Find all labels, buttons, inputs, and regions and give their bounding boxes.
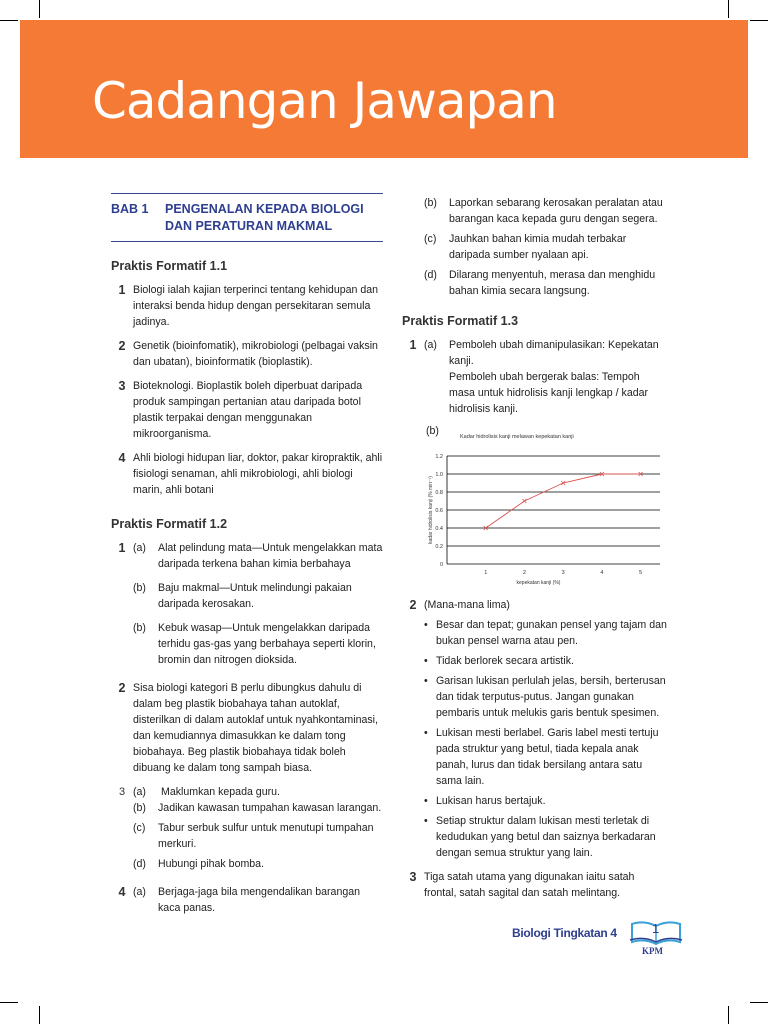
sub-label: (b)	[426, 425, 439, 437]
sub-answer	[133, 580, 383, 612]
sub-answer	[133, 856, 383, 872]
bullet-icon: •	[424, 619, 428, 631]
list-item-text: Besar dan tepat; gunakan pensel yang tajam dan bukan pensel warna atau pen.	[436, 619, 667, 647]
item-number: 3	[409, 870, 417, 884]
sub-answer	[133, 820, 383, 852]
y-tick-label: 0.2	[435, 544, 443, 550]
list-item	[424, 725, 668, 789]
sub-text: Hubungi pihak bomba.	[158, 858, 265, 870]
section-heading-1-3: Praktis Formatif 1.3	[402, 314, 519, 328]
x-tick-label: 2	[522, 570, 526, 576]
item-text: Biologi ialah kajian terperinci tentang kehidupan dan interaksi benda hidup dengan persekitaran semula jadinya.	[133, 284, 379, 328]
y-tick-label: 0.6	[435, 508, 443, 514]
y-tick-label: 0	[439, 562, 443, 568]
section-heading-1-2: Praktis Formatif 1.2	[111, 517, 228, 531]
sub-label: (a)	[133, 542, 146, 554]
list-item-text: Tidak berlorek secara artistik.	[436, 655, 574, 667]
item-text: Sisa biologi kategori B perlu dibungkus dahulu di dalam beg plastik biobahaya tahan autoklaf, disterilkan di dalam autoklaf untuk nyahkontaminasi, dan kemudiannya dimasukkan ke dalam tong biobahaya. Beg plastik biobahaya tidak boleh dibuang ke dalam tong sampah biasa.	[133, 682, 378, 774]
sub-answer	[133, 800, 383, 816]
answer-item	[402, 869, 668, 901]
sub-label: (d)	[424, 269, 437, 281]
y-tick-label: 1.2	[435, 454, 443, 460]
footer-book-title: Biologi Tingkatan 4	[512, 926, 617, 940]
section-heading-1-1: Praktis Formatif 1.1	[111, 259, 228, 273]
chart-title: Kadar hidrolisis kanji melawan kepekatan kanji	[460, 434, 574, 440]
chapter-number: BAB 1	[111, 202, 149, 216]
answer-item	[402, 597, 668, 613]
series-line	[486, 474, 641, 528]
item-number: 4	[118, 885, 126, 899]
list-item	[424, 653, 668, 669]
sub-text: Pemboleh ubah bergerak balas: Tempoh masa untuk hidrolisis kanji lengkap / kadar hidrolisis kanji.	[449, 371, 649, 415]
sub-text: Tabur serbuk sulfur untuk menutupi tumpahan merkuri.	[158, 822, 374, 850]
list-item-text: Lukisan harus bertajuk.	[436, 795, 546, 807]
list-item-text: Garisan lukisan perlulah jelas, bersih, berterusan dan tidak terputus-putus. Jangan gunakan pembaris untuk melukis garis bentuk spesimen.	[436, 675, 666, 719]
bullet-list	[402, 617, 668, 861]
answer-item	[402, 337, 668, 417]
sub-label: (b)	[133, 582, 146, 594]
bullet-icon: •	[424, 675, 428, 687]
crop-mark	[39, 0, 40, 18]
item-number: 2	[118, 681, 126, 695]
x-tick-label: 4	[600, 570, 604, 576]
answer-item	[111, 338, 383, 370]
sub-text: Kebuk wasap—Untuk mengelakkan daripada terhidu gas-gas yang berbahaya seperti klorin, bromin dan nitrogen dioksida.	[158, 622, 376, 666]
sub-text: Pemboleh ubah dimanipulasikan: Kepekatan kanji.	[449, 339, 659, 367]
list-item-text: Lukisan mesti berlabel. Garis label mesti tertuju pada struktur yang betul, tiada kepala anak panah, lurus dan tidak bersilang antara satu sama lain.	[436, 727, 659, 787]
x-axis-label: kepekatan kanji (%)	[516, 580, 561, 586]
item-number: 2	[118, 339, 126, 353]
list-item	[424, 793, 668, 809]
sub-label: (b)	[133, 622, 146, 634]
chart-container	[424, 423, 668, 593]
kpm-logo-text: KPM	[642, 946, 663, 956]
item-number: 1	[118, 283, 126, 297]
sub-label: (a)	[133, 786, 146, 798]
item-number: 3	[118, 379, 126, 393]
list-item	[424, 673, 668, 721]
left-column	[111, 193, 383, 928]
crop-mark	[728, 0, 729, 18]
data-point	[522, 499, 526, 503]
sub-label: (b)	[133, 802, 146, 814]
crop-mark	[750, 20, 768, 21]
sub-label: (d)	[133, 858, 146, 870]
sub-answer	[424, 195, 668, 227]
page-number: 1	[652, 921, 660, 936]
answer-item	[111, 884, 383, 920]
answer-item	[111, 784, 383, 876]
sub-label: (c)	[424, 233, 437, 245]
item-text: Bioteknologi. Bioplastik boleh diperbuat daripada produk sampingan pertanian atau daripada botol plastik terpakai dengan menggunakan mikroorganisma.	[133, 380, 363, 440]
sub-label: (a)	[133, 886, 146, 898]
sub-text: Alat pelindung mata—Untuk mengelakkan mata daripada terkena bahan kimia berbahaya	[158, 542, 383, 570]
item-text: Ahli biologi hidupan liar, doktor, pakar kiropraktik, ahli fisiologi senaman, ahli mikrobiologi, ahli biologi marin, ahli botani	[133, 452, 383, 496]
y-tick-label: 0.4	[435, 526, 443, 532]
x-tick-label: 1	[484, 570, 488, 576]
crop-mark	[0, 1002, 18, 1003]
y-tick-label: 0.8	[435, 490, 443, 496]
answer-item	[111, 450, 383, 498]
item-number: 4	[118, 451, 126, 465]
bullet-icon: •	[424, 655, 428, 667]
crop-mark	[728, 1006, 729, 1024]
item-text: (Mana-mana lima)	[424, 599, 510, 611]
list-item-text: Setiap struktur dalam lukisan mesti terletak di kedudukan yang betul dan saiznya berkadaran dengan semua struktur yang lain.	[436, 815, 656, 859]
y-tick-label: 1.0	[435, 472, 443, 478]
sub-text: Berjaga-jaga bila mengendalikan barangan kaca panas.	[158, 886, 361, 914]
item-text: Tiga satah utama yang digunakan iaitu satah frontal, satah sagital dan satah melintang.	[424, 871, 635, 899]
x-tick-label: 5	[639, 570, 643, 576]
item-number: 2	[409, 598, 417, 612]
sub-text: Maklumkan kepada guru.	[161, 786, 280, 798]
item-number: 3	[118, 786, 126, 798]
sub-answer	[133, 540, 383, 572]
item-number: 1	[409, 338, 417, 352]
sub-text: Baju makmal—Untuk melindungi pakaian daripada kerosakan.	[158, 582, 352, 610]
crop-mark	[39, 1006, 40, 1024]
list-item	[424, 813, 668, 861]
page-title: Cadangan Jawapan	[92, 72, 557, 130]
sub-text: Laporkan sebarang kerosakan peralatan atau barangan kaca kepada guru dengan segera.	[449, 197, 663, 225]
sub-label: (b)	[424, 197, 437, 209]
answer-item	[111, 680, 383, 776]
bullet-icon: •	[424, 815, 428, 827]
sub-label: (a)	[424, 339, 437, 351]
sub-answer	[133, 784, 383, 800]
list-item	[424, 617, 668, 649]
bullet-icon: •	[424, 727, 428, 739]
crop-mark	[750, 1002, 768, 1003]
sub-text: Jadikan kawasan tumpahan kawasan larangan.	[158, 802, 382, 814]
answer-item	[111, 282, 383, 330]
sub-text: Dilarang menyentuh, merasa dan menghidu bahan kimia secara langsung.	[449, 269, 656, 297]
sub-answer	[133, 884, 383, 916]
chapter-heading	[111, 193, 383, 242]
sub-label: (c)	[133, 822, 146, 834]
bullet-icon: •	[424, 795, 428, 807]
item-text: Genetik (bioinfomatik), mikrobiologi (pelbagai vaksin dan ubatan), bioinformatik (bioplastik).	[133, 340, 378, 368]
x-tick-label: 3	[561, 570, 565, 576]
sub-answer	[424, 231, 668, 263]
line-chart	[424, 423, 668, 593]
item-number: 1	[118, 541, 126, 555]
answer-item	[111, 540, 383, 672]
answer-item	[111, 378, 383, 442]
right-column	[402, 195, 668, 909]
chapter-title: PENGENALAN KEPADA BIOLOGI DAN PERATURAN MAKMAL	[165, 202, 364, 233]
sub-text: Jauhkan bahan kimia mudah terbakar daripada sumber nyalaan api.	[449, 233, 627, 261]
sub-answer	[133, 620, 383, 668]
crop-mark	[0, 20, 18, 21]
sub-answer	[424, 267, 668, 299]
y-axis-label: kadar hidrolisis kanji (% min⁻¹)	[428, 476, 434, 544]
